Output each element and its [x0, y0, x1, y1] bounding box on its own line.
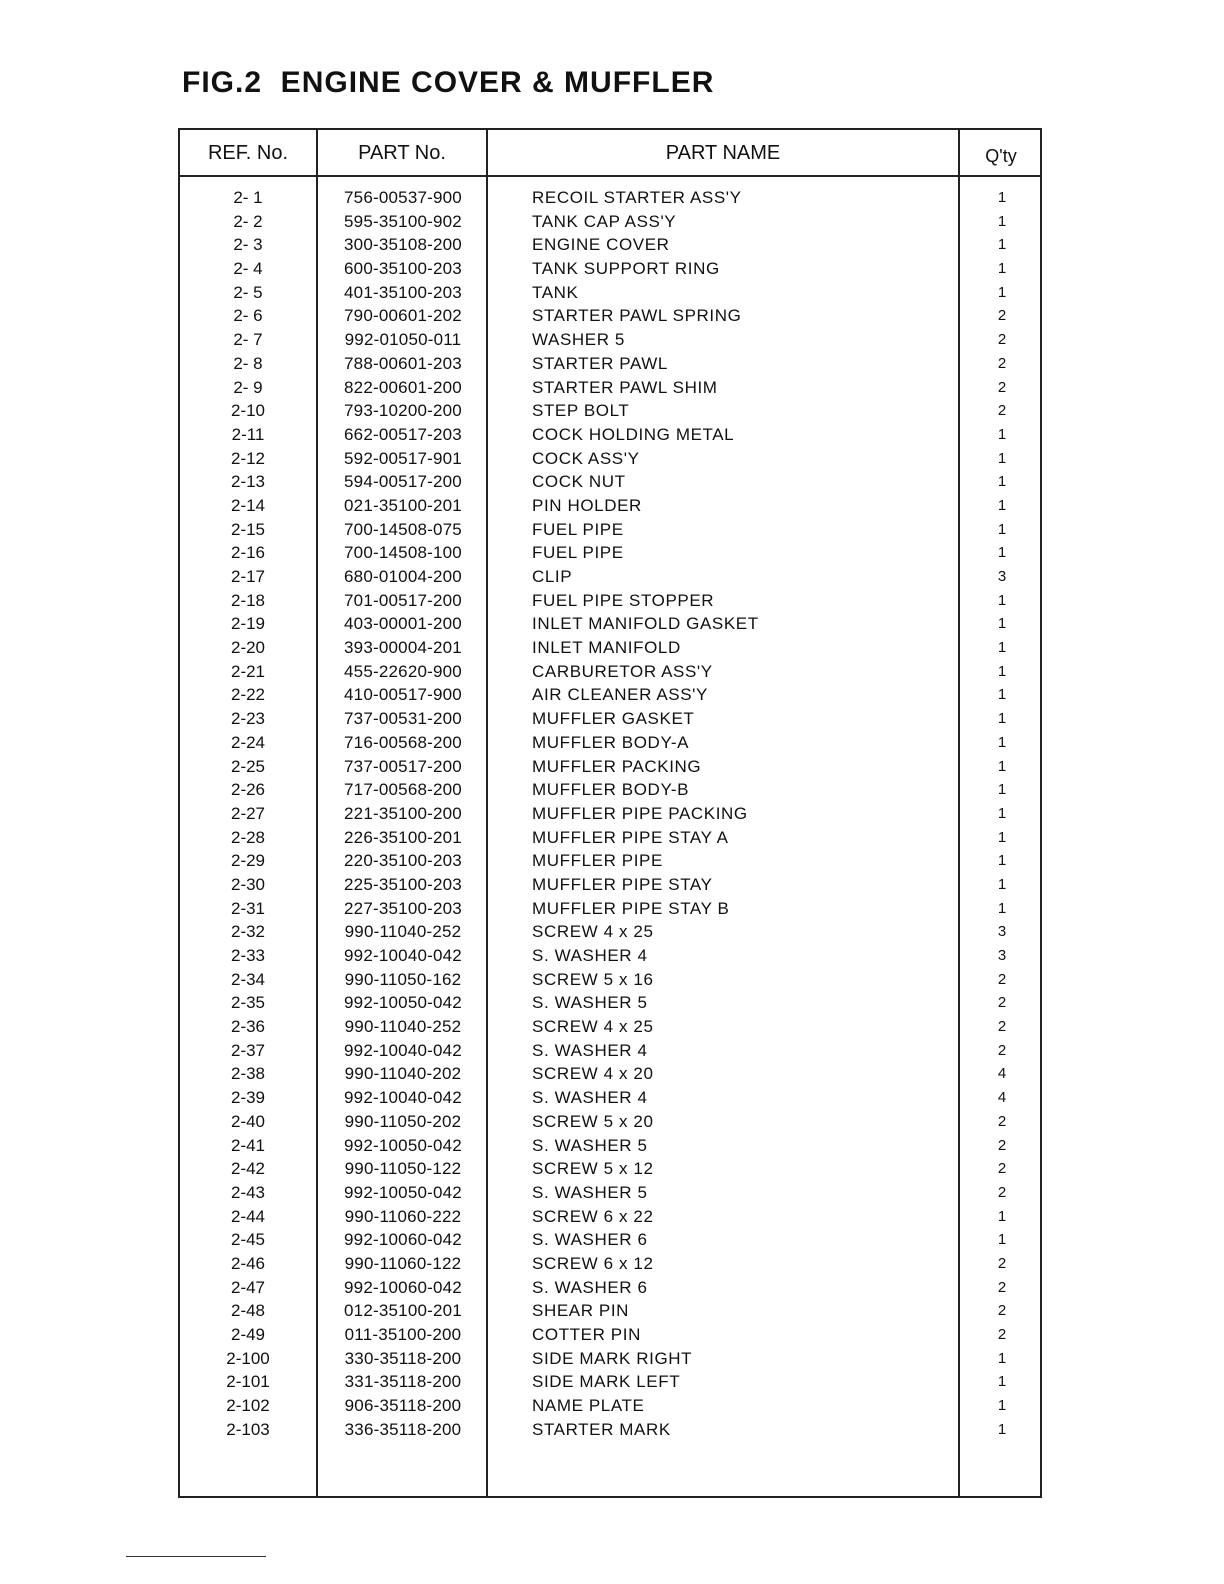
qty-cell: 1 [997, 496, 1007, 514]
table-row [180, 849, 1040, 873]
part-no-cell: 680-01004-200 [344, 567, 462, 586]
part-name-cell: CARBURETOR ASS'Y [532, 661, 713, 681]
table-row [180, 210, 1040, 234]
part-name-cell: S. WASHER 6 [532, 1230, 648, 1250]
ref-cell: 2- 9 [233, 377, 263, 397]
part-no-cell: 992-01050-011 [344, 330, 462, 350]
table-row [180, 447, 1040, 471]
ref-cell: 2-103 [226, 1419, 270, 1439]
part-no-cell: 717-00568-200 [344, 780, 462, 800]
table-row [180, 589, 1040, 613]
part-no-cell: 990-11050-202 [344, 1111, 462, 1131]
qty-cell: 1 [997, 283, 1007, 301]
part-name-cell: MUFFLER PIPE PACKING [532, 803, 748, 823]
part-no-cell: 455-22620-900 [344, 661, 462, 681]
table-row [180, 1347, 1040, 1371]
part-no-cell: 992-10060-042 [344, 1277, 462, 1297]
table-row [180, 1134, 1040, 1158]
ref-cell: 2-34 [230, 969, 266, 989]
part-name-cell: STARTER PAWL SPRING [532, 306, 742, 326]
ref-cell: 2-14 [230, 495, 266, 515]
part-no-cell: 737-00531-200 [344, 709, 462, 729]
part-no-cell: 990-11060-122 [344, 1253, 462, 1273]
table-row [180, 1110, 1040, 1134]
ref-cell: 2-30 [230, 874, 266, 894]
table-row [180, 1370, 1040, 1394]
part-no-cell: 992-10050-042 [344, 1182, 462, 1202]
part-name-cell: STARTER MARK [532, 1419, 671, 1439]
ref-cell: 2-29 [230, 851, 266, 871]
ref-cell: 2-43 [230, 1182, 266, 1202]
ref-cell: 2-49 [230, 1325, 266, 1344]
qty-cell: 1 [997, 449, 1007, 467]
part-no-cell: 662-00517-203 [344, 424, 462, 444]
part-name-cell: SCREW 5 x 16 [532, 969, 654, 989]
ref-cell: 2-39 [230, 1088, 266, 1108]
part-name-cell: RECOIL STARTER ASS'Y [532, 188, 742, 207]
ref-cell: 2-17 [230, 567, 266, 586]
table-row [180, 1015, 1040, 1039]
part-name-cell: TANK [532, 282, 579, 302]
part-no-cell: 992-10040-042 [344, 1088, 462, 1108]
table-row [180, 470, 1040, 494]
table-row [180, 1062, 1040, 1086]
table-row [180, 991, 1040, 1015]
ref-cell: 2- 5 [233, 282, 263, 302]
ref-cell: 2-24 [230, 732, 266, 752]
ref-cell: 2-48 [230, 1301, 266, 1321]
qty-cell: 2 [997, 1326, 1007, 1343]
part-no-cell: 822-00601-200 [344, 377, 462, 397]
qty-cell: 1 [997, 544, 1007, 562]
part-no-cell: 990-11050-162 [344, 969, 462, 989]
header-qty: Q'ty [985, 146, 1017, 166]
table-row [180, 826, 1040, 850]
qty-cell: 2 [997, 354, 1007, 372]
part-no-cell: 700-14508-075 [344, 519, 462, 539]
part-name-cell: S. WASHER 4 [532, 1040, 648, 1060]
part-name-cell: S. WASHER 5 [532, 1135, 648, 1155]
part-no-cell: 221-35100-200 [344, 803, 462, 823]
table-row [180, 968, 1040, 992]
table-row [180, 352, 1040, 376]
ref-cell: 2- 8 [233, 353, 263, 373]
ref-cell: 2-100 [226, 1348, 270, 1368]
part-no-cell: 992-10050-042 [344, 993, 462, 1013]
table-row [180, 731, 1040, 755]
table-row [180, 1299, 1040, 1323]
part-name-cell: PIN HOLDER [532, 495, 642, 515]
part-name-cell: SCREW 6 x 12 [532, 1253, 654, 1273]
part-no-cell: 227-35100-203 [344, 898, 462, 918]
part-no-cell: 737-00517-200 [344, 756, 462, 776]
ref-cell: 2-31 [230, 898, 266, 918]
part-no-cell: 992-10060-042 [344, 1230, 462, 1250]
table-row [180, 1157, 1040, 1181]
qty-cell: 1 [997, 757, 1007, 775]
part-name-cell: SIDE MARK LEFT [532, 1372, 681, 1392]
header-part-name: PART NAME [665, 142, 781, 164]
table-row [180, 636, 1040, 660]
ref-cell: 2-15 [230, 519, 266, 539]
part-name-cell: SHEAR PIN [532, 1301, 630, 1321]
qty-cell: 2 [997, 378, 1007, 396]
header-ref-no: REF. No. [207, 142, 289, 164]
part-name-cell: TANK CAP ASS'Y [532, 211, 677, 231]
part-name-cell: S. WASHER 6 [532, 1277, 648, 1297]
table-row [180, 1276, 1040, 1300]
qty-cell: 1 [997, 212, 1007, 230]
part-name-cell: MUFFLER PIPE STAY [532, 874, 713, 894]
part-name-cell: STARTER PAWL SHIM [532, 377, 718, 397]
part-name-cell: MUFFLER GASKET [532, 709, 695, 729]
table-row [180, 660, 1040, 684]
table-row [180, 399, 1040, 423]
qty-cell: 2 [997, 1041, 1007, 1059]
part-no-cell: 990-11040-252 [344, 1017, 462, 1037]
part-no-cell: 225-35100-203 [344, 874, 462, 894]
qty-cell: 2 [997, 331, 1007, 349]
table-row [180, 304, 1040, 328]
part-name-cell: MUFFLER PACKING [532, 756, 702, 776]
part-name-cell: S. WASHER 4 [532, 1088, 648, 1108]
ref-cell: 2- 1 [233, 188, 263, 207]
part-name-cell: MUFFLER BODY-A [532, 732, 690, 752]
ref-cell: 2-20 [230, 638, 266, 658]
qty-cell: 2 [997, 402, 1007, 420]
part-no-cell: 990-11050-122 [344, 1159, 462, 1179]
qty-cell: 1 [997, 615, 1007, 633]
part-no-cell: 401-35100-203 [344, 282, 462, 302]
qty-cell: 1 [997, 236, 1007, 254]
ref-cell: 2-16 [230, 543, 266, 563]
table-row [180, 328, 1040, 352]
ref-cell: 2-42 [230, 1159, 266, 1179]
qty-cell: 2 [997, 1302, 1007, 1320]
table-row [180, 281, 1040, 305]
part-no-cell: 300-35108-200 [344, 235, 462, 255]
ref-cell: 2-33 [230, 946, 266, 965]
qty-cell: 1 [997, 1373, 1007, 1391]
part-name-cell: STARTER PAWL [532, 353, 668, 373]
part-name-cell: COTTER PIN [532, 1325, 641, 1344]
table-row [180, 1418, 1040, 1442]
part-no-cell: 992-10040-042 [344, 1040, 462, 1060]
table-row [180, 1323, 1040, 1347]
qty-cell: 4 [997, 1089, 1007, 1107]
ref-cell: 2-26 [230, 780, 266, 800]
part-no-cell: 788-00601-203 [344, 353, 462, 373]
ref-cell: 2-12 [230, 448, 266, 468]
ref-cell: 2-22 [230, 685, 266, 705]
part-no-cell: 226-35100-201 [344, 827, 462, 847]
qty-cell: 1 [997, 1397, 1007, 1415]
qty-cell: 1 [997, 473, 1007, 491]
ref-cell: 2- 7 [233, 330, 263, 350]
table-row [180, 802, 1040, 826]
qty-cell: 1 [997, 662, 1007, 680]
part-name-cell: SCREW 5 x 12 [532, 1159, 654, 1179]
ref-cell: 2-32 [230, 922, 266, 942]
table-row [180, 233, 1040, 257]
ref-cell: 2-18 [230, 590, 266, 610]
part-name-cell: SCREW 4 x 20 [532, 1064, 654, 1084]
table-row [180, 518, 1040, 542]
table-body [180, 186, 1040, 1441]
qty-cell: 1 [997, 686, 1007, 704]
table-row [180, 612, 1040, 636]
part-no-cell: 990-11060-222 [344, 1206, 462, 1226]
ref-cell: 2-11 [231, 424, 265, 444]
part-name-cell: MUFFLER PIPE [532, 851, 663, 871]
ref-cell: 2-40 [230, 1111, 266, 1131]
qty-cell: 3 [997, 947, 1007, 964]
qty-cell: 2 [997, 1183, 1007, 1201]
qty-cell: 1 [997, 1207, 1007, 1225]
part-name-cell: SCREW 4 x 25 [532, 1017, 654, 1037]
qty-cell: 1 [997, 899, 1007, 917]
ref-cell: 2-41 [230, 1135, 266, 1155]
part-no-cell: 021-35100-201 [344, 495, 462, 515]
table-row [180, 707, 1040, 731]
qty-cell: 1 [997, 591, 1007, 609]
table-row [180, 1086, 1040, 1110]
qty-cell: 2 [997, 1160, 1007, 1178]
part-name-cell: COCK NUT [532, 472, 626, 492]
qty-cell: 4 [997, 1065, 1007, 1083]
qty-cell: 3 [997, 568, 1007, 585]
qty-cell: 1 [997, 781, 1007, 799]
table-row [180, 565, 1040, 589]
qty-cell: 2 [997, 1254, 1007, 1272]
ref-cell: 2- 3 [233, 235, 263, 255]
part-name-cell: S. WASHER 5 [532, 993, 648, 1013]
ref-cell: 2-47 [230, 1277, 266, 1297]
table-row [180, 541, 1040, 565]
qty-cell: 1 [997, 260, 1007, 278]
qty-cell: 2 [997, 970, 1007, 988]
ref-cell: 2-101 [226, 1372, 270, 1392]
table-row [180, 1394, 1040, 1418]
ref-cell: 2-25 [230, 756, 266, 776]
qty-cell: 2 [997, 1136, 1007, 1154]
part-no-cell: 992-10040-042 [344, 946, 462, 965]
part-name-cell: SCREW 4 x 25 [532, 922, 654, 942]
qty-cell: 1 [997, 710, 1007, 728]
qty-cell: 1 [997, 1349, 1007, 1367]
table-row [180, 897, 1040, 921]
table-row [180, 1205, 1040, 1229]
part-name-cell: FUEL PIPE STOPPER [532, 590, 715, 610]
qty-cell: 2 [997, 307, 1007, 325]
part-no-cell: 393-00004-201 [344, 638, 462, 658]
qty-cell: 2 [997, 1112, 1007, 1130]
part-no-cell: 990-11040-252 [344, 922, 462, 942]
table-row [180, 1181, 1040, 1205]
part-no-cell: 700-14508-100 [344, 543, 462, 563]
qty-cell: 1 [997, 828, 1007, 846]
table-row [180, 1039, 1040, 1063]
part-name-cell: SIDE MARK RIGHT [532, 1348, 693, 1368]
ref-cell: 2-44 [230, 1206, 266, 1226]
part-name-cell: CLIP [532, 567, 573, 586]
part-no-cell: 011-35100-200 [344, 1325, 462, 1344]
part-name-cell: AIR CLEANER ASS'Y [532, 685, 708, 705]
ref-cell: 2-36 [230, 1017, 266, 1037]
part-no-cell: 594-00517-200 [344, 472, 462, 492]
qty-cell: 1 [997, 1231, 1007, 1249]
qty-cell: 2 [997, 994, 1007, 1012]
part-no-cell: 756-00537-900 [344, 188, 462, 207]
ref-cell: 2-102 [226, 1396, 270, 1416]
part-no-cell: 595-35100-902 [344, 211, 462, 231]
table-row [180, 873, 1040, 897]
table-row [180, 186, 1040, 210]
ref-cell: 2-27 [230, 803, 266, 823]
part-name-cell: STEP BOLT [532, 401, 630, 421]
qty-cell: 1 [997, 804, 1007, 822]
part-name-cell: MUFFLER BODY-B [532, 780, 690, 800]
part-name-cell: COCK HOLDING METAL [532, 424, 735, 444]
part-name-cell: TANK SUPPORT RING [532, 259, 720, 279]
table-row [180, 257, 1040, 281]
part-name-cell: INLET MANIFOLD [532, 638, 681, 658]
ref-cell: 2- 4 [233, 259, 263, 279]
table-row [180, 683, 1040, 707]
qty-cell: 1 [997, 639, 1007, 657]
qty-cell: 1 [997, 1420, 1007, 1438]
part-name-cell: FUEL PIPE [532, 543, 624, 563]
part-no-cell: 331-35118-200 [344, 1372, 462, 1392]
table-row [180, 755, 1040, 779]
part-name-cell: NAME PLATE [532, 1396, 645, 1416]
part-no-cell: 220-35100-203 [344, 851, 462, 871]
part-no-cell: 403-00001-200 [344, 614, 462, 634]
parts-table [178, 128, 1042, 1498]
part-no-cell: 330-35118-200 [344, 1348, 462, 1368]
qty-cell: 1 [997, 425, 1007, 443]
qty-cell: 1 [997, 875, 1007, 893]
table-row [180, 1252, 1040, 1276]
part-name-cell: MUFFLER PIPE STAY B [532, 898, 730, 918]
part-name-cell: ENGINE COVER [532, 235, 670, 255]
header-divider [180, 175, 1040, 177]
part-name-cell: FUEL PIPE [532, 519, 624, 539]
part-name-cell: SCREW 5 x 20 [532, 1111, 654, 1131]
table-row [180, 944, 1040, 968]
part-name-cell: COCK ASS'Y [532, 448, 640, 468]
ref-cell: 2-13 [230, 472, 266, 492]
table-row [180, 423, 1040, 447]
page-title: FIG.2 ENGINE COVER & MUFFLER [182, 66, 715, 99]
table-row [180, 376, 1040, 400]
table-row [180, 494, 1040, 518]
part-no-cell: 012-35100-201 [344, 1301, 462, 1321]
ref-cell: 2- 6 [233, 306, 263, 326]
table-row [180, 778, 1040, 802]
part-name-cell: SCREW 6 x 22 [532, 1206, 654, 1226]
ref-cell: 2-19 [230, 614, 266, 634]
ref-cell: 2-10 [230, 401, 266, 421]
part-no-cell: 701-00517-200 [344, 590, 462, 610]
part-no-cell: 990-11040-202 [344, 1064, 462, 1084]
table-row [180, 920, 1040, 944]
part-name-cell: S. WASHER 5 [532, 1182, 648, 1202]
qty-cell: 1 [997, 852, 1007, 870]
qty-cell: 3 [997, 923, 1007, 941]
ref-cell: 2-35 [230, 993, 266, 1013]
part-name-cell: WASHER 5 [532, 330, 625, 350]
ref-cell: 2-46 [230, 1253, 266, 1273]
ref-cell: 2- 2 [233, 211, 263, 231]
qty-cell: 1 [997, 733, 1007, 751]
part-no-cell: 336-35118-200 [344, 1419, 462, 1439]
qty-cell: 1 [997, 189, 1007, 206]
part-name-cell: INLET MANIFOLD GASKET [532, 614, 759, 634]
part-no-cell: 793-10200-200 [344, 401, 462, 421]
table-row [180, 1228, 1040, 1252]
header-part-no: PART No. [358, 142, 446, 164]
qty-cell: 1 [997, 520, 1007, 538]
ref-cell: 2-23 [230, 709, 266, 729]
qty-cell: 2 [997, 1278, 1007, 1296]
part-no-cell: 600-35100-203 [344, 259, 462, 279]
bottom-rule [126, 1556, 266, 1557]
ref-cell: 2-45 [230, 1230, 266, 1250]
part-no-cell: 906-35118-200 [344, 1396, 462, 1416]
part-no-cell: 992-10050-042 [344, 1135, 462, 1155]
part-no-cell: 592-00517-901 [344, 448, 462, 468]
ref-cell: 2-37 [230, 1040, 266, 1060]
qty-cell: 2 [997, 1018, 1007, 1036]
ref-cell: 2-28 [230, 827, 266, 847]
part-no-cell: 716-00568-200 [344, 732, 462, 752]
part-no-cell: 410-00517-900 [344, 685, 462, 705]
ref-cell: 2-21 [230, 661, 266, 681]
part-no-cell: 790-00601-202 [344, 306, 462, 326]
part-name-cell: S. WASHER 4 [532, 946, 648, 965]
part-name-cell: MUFFLER PIPE STAY A [532, 827, 729, 847]
ref-cell: 2-38 [230, 1064, 266, 1084]
